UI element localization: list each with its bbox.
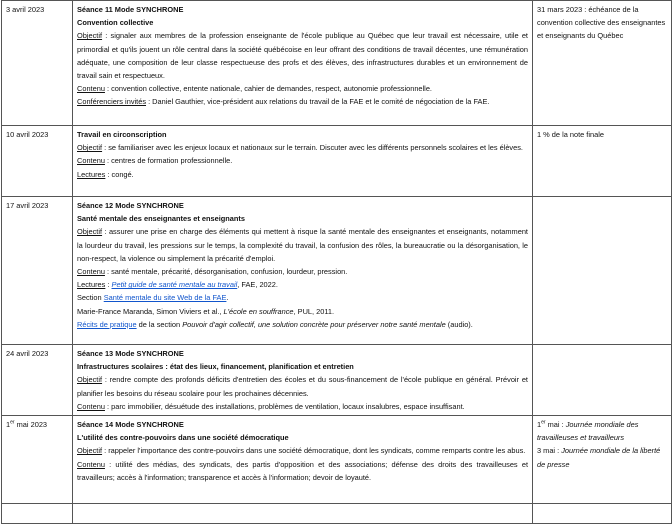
objectif-paragraph: Objectif : se familiariser avec les enjeux locaux et nationaux sur le terrain. Discuter avec les différents personnels scolaires et les élèves. <box>77 143 523 153</box>
date-cell: 24 avril 2023 <box>2 345 73 416</box>
session-mode: Séance 12 Mode SYNCHRONE <box>77 201 184 210</box>
note-cell: 31 mars 2023 : échéance de la convention collective des enseignantes et enseignants du Québec <box>533 1 672 126</box>
recits-de-pratique-link[interactable]: Récits de pratique <box>77 319 137 329</box>
session-cell <box>73 197 533 345</box>
session-cell <box>73 1 533 126</box>
book-reference: Marie-France Maranda, Simon Viviers et al., L'école en souffrance, PUL, 2011. <box>77 306 335 316</box>
contenu-paragraph: Contenu : utilité des médias, des syndicats, des partis d'opposition et des associations; défense des droits des travailleuses et travailleurs; accès à l'information; transparence et accès à l'information; devoir de loyauté. <box>77 459 528 482</box>
guide-sante-mentale-link[interactable]: Petit guide de santé mentale au travail <box>111 280 238 290</box>
note-cell <box>533 416 672 504</box>
objectif-paragraph: Objectif : rappeler l'importance des contre-pouvoirs dans une société démocratique, dont les syndicats, comme remparts contre les abus. <box>77 446 526 456</box>
date-cell: 10 avril 2023 <box>2 126 73 197</box>
session-title: Santé mentale des enseignantes et enseignants <box>77 214 245 224</box>
note-travailleurs: 1er mai : Journée mondiale des travailleuses et travailleurs <box>537 419 639 443</box>
note-liberte-presse: 3 mai : Journée mondiale de la liberté de presse <box>537 446 661 469</box>
objectif-paragraph: Objectif : rendre compte des profonds déficits d'entretien des écoles et du sous-financement de l'école publique en général. Prévoir et planifier les besoins du réseau scolaire pour les prochaines décennies. <box>77 375 528 398</box>
note-cell <box>533 345 672 416</box>
session-cell <box>73 126 533 197</box>
table-row <box>2 416 672 504</box>
note-cell <box>533 197 672 345</box>
contenu-paragraph: Contenu : convention collective, entente nationale, cahier de demandes, respect, autonomie professionnelle. <box>77 84 432 94</box>
table-row <box>2 504 672 524</box>
fae-website-link[interactable]: Santé mentale du site Web de la FAE <box>103 293 227 303</box>
course-schedule-table <box>1 0 672 524</box>
date-cell: 1er mai 2023 <box>2 416 73 504</box>
objectif-paragraph: Objectif : signaler aux membres de la profession enseignante de l'école publique au Québec que leur travail est nécessaire, utile et primordial et qu'ils jouent un rôle central dans la société québécoise en leur offrant des conditions de travail décentes, une rémunération adéquate, une composition de leur classe respectueuse des profs et des élèves, des infrastructures durables et un environnement de travail sain et respectueux. <box>77 31 528 81</box>
contenu-paragraph: Contenu : centres de formation professionnelle. <box>77 156 233 166</box>
date-cell: 3 avril 2023 <box>2 1 73 126</box>
session-cell <box>73 416 533 504</box>
session-mode: Séance 13 Mode SYNCHRONE <box>77 349 184 358</box>
session-mode: Séance 11 Mode SYNCHRONE <box>77 5 184 14</box>
recits-paragraph: Récits de pratique de la section Pouvoir d'agir collectif, une solution concrète pour préserver notre santé mentale (audio). <box>77 319 473 329</box>
session-title: Travail en circonscription <box>77 130 167 139</box>
section-paragraph: Section Santé mentale du site Web de la FAE. <box>77 293 229 303</box>
table-row <box>2 126 672 197</box>
lectures-paragraph: Lectures : Petit guide de santé mentale au travail, FAE, 2022. <box>77 280 278 290</box>
session-title: L'utilité des contre-pouvoirs dans une société démocratique <box>77 433 289 443</box>
lectures-paragraph: Lectures : congé. <box>77 169 134 179</box>
objectif-paragraph: Objectif : assurer une prise en charge des éléments qui mettent à risque la santé mentale des enseignantes et enseignants, notamment la lourdeur du travail, les pressions sur le temps, la complexité du travail, la confusion des rôles, la bureaucratie ou la désorganisation, le non-respect, la violence ou simplement la précarité d'emploi. <box>77 227 528 263</box>
contenu-paragraph: Contenu : parc immobilier, désuétude des installations, problèmes de ventilation, locaux insalubres, espace insuffisant. <box>77 401 465 411</box>
date-cell: 17 avril 2023 <box>2 197 73 345</box>
table-row <box>2 197 672 345</box>
session-title: Convention collective <box>77 18 154 28</box>
table-row <box>2 345 672 416</box>
table-row <box>2 1 672 126</box>
contenu-paragraph: Contenu : santé mentale, précarité, désorganisation, confusion, lourdeur, pression. <box>77 267 348 277</box>
session-cell <box>73 345 533 416</box>
note-cell: 1 % de la note finale <box>533 126 672 197</box>
session-mode: Séance 14 Mode SYNCHRONE <box>77 420 184 430</box>
session-title: Infrastructures scolaires : état des lieux, financement, planification et entretien <box>77 362 354 372</box>
conferenciers-paragraph: Conférenciers invités : Daniel Gauthier, vice-président aux relations du travail de la FAE et le comité de négociation de la FAE. <box>77 97 490 107</box>
